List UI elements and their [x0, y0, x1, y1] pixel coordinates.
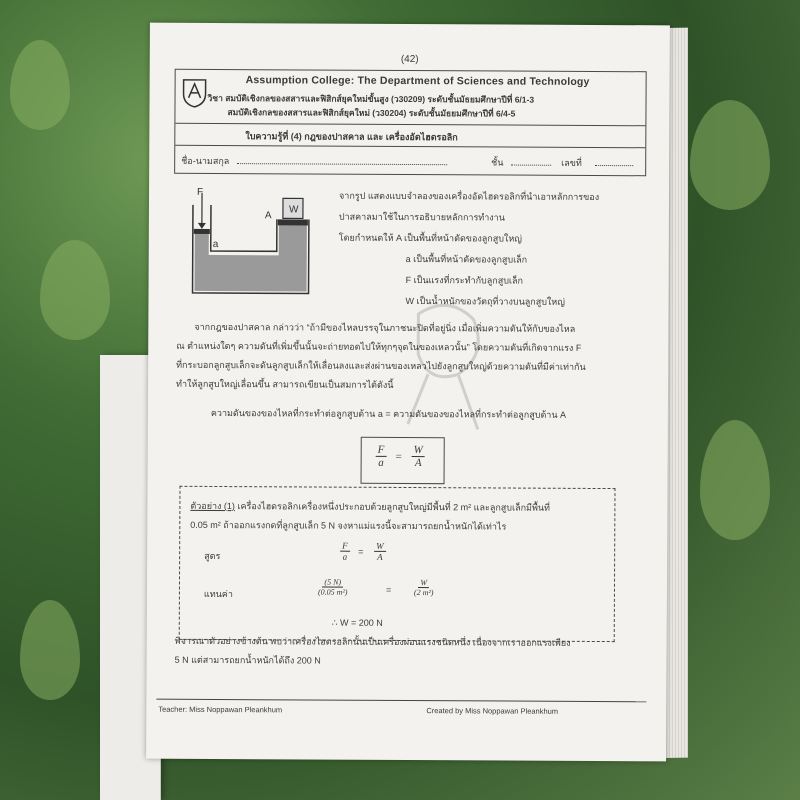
- formula-A: A: [414, 457, 422, 470]
- example-formula-a: a: [342, 551, 348, 562]
- substitute-label: แทนค่า: [203, 588, 233, 600]
- figure-label-a: a: [212, 238, 219, 251]
- course-line-2: สมบัติเชิงกลของสสารและฟิสิกส์ยุคใหม่ (ว30204) ระดับชั้นมัธยมศึกษาปีที่ 6/4-5: [227, 107, 516, 119]
- formula-fraction-right: [412, 444, 425, 469]
- name-label: ชื่อ-นามสกุล: [181, 155, 230, 167]
- intro-line-4: a เป็นพื้นที่หน้าตัดของลูกสูบเล็ก: [405, 253, 528, 265]
- class-label: ชั้น: [491, 157, 504, 168]
- example-label: ตัวอย่าง (1): [190, 500, 235, 512]
- worksheet-title: ใบความรู้ที่ (4) กฎของปาสคาล และ เครื่องอัดไฮดรอลิก: [175, 124, 645, 148]
- page-number: (42): [400, 53, 419, 66]
- substitute-equals: =: [385, 584, 392, 595]
- intro-line-5: F เป็นแรงที่กระทำกับลูกสูบเล็ก: [405, 274, 524, 286]
- example-formula-right: [374, 541, 386, 562]
- college-title: Assumption College: The Department of Sciences and Technology: [245, 74, 590, 88]
- example-formula-left: [340, 541, 350, 562]
- worksheet-page: [146, 23, 670, 762]
- footer-divider: [156, 699, 646, 703]
- number-label: เลขที่: [561, 157, 582, 168]
- equation-statement: ความดันของของไหลที่กระทำต่อลูกสูบด้าน a = ความดันของของไหลที่กระทำต่อลูกสูบด้าน A: [210, 407, 567, 420]
- formula-fraction-left: [376, 444, 387, 469]
- intro-line-6: W เป็นน้ำหนักของวัตถุที่วางบนลูกสูบใหญ่: [405, 295, 565, 307]
- course-line-1: วิชา สมบัติเชิงกลของสสารและฟิสิกส์ยุคใหม่ขั้นสูง (ว30209) ระดับชั้นมัธยมศึกษาปีที่ 6/1-3: [207, 92, 535, 105]
- pascal-formula-box: [361, 437, 445, 484]
- name-blank: [237, 157, 447, 165]
- body-line-3: ที่กระบอกลูกสูบเล็กจะดันลูกสูบเล็กให้เลื่อนลงและส่งผ่านของเหลวไปยังลูกสูบใหญ่ด้วยความดันที่มีค่าเท่ากัน: [176, 359, 586, 372]
- intro-line-2: ปาสคาลมาใช้ในการอธิบายหลักการทำงาน: [338, 211, 505, 223]
- formula-equals: =: [395, 450, 402, 463]
- body-line-1: จากกฎของปาสคาล กล่าวว่า “ถ้ามีของไหลบรรจุในภาชนะปิดที่อยู่นิ่ง เมื่อเพิ่มความดันให้กับของไหล: [194, 321, 576, 334]
- substitute-denominator-right: (2 m²): [413, 588, 434, 598]
- formula-W: W: [412, 444, 425, 457]
- background-leaf: [700, 420, 770, 540]
- formula-a: a: [378, 456, 384, 469]
- figure-label-A: A: [264, 210, 272, 222]
- background-leaf: [10, 40, 70, 130]
- hydraulic-press-diagram: [176, 185, 322, 298]
- footer-creator: Created by Miss Noppawan Pleankhum: [426, 706, 559, 716]
- figure-label-F: F: [197, 186, 204, 198]
- header-title-row: [175, 70, 645, 126]
- example-box: [179, 486, 616, 642]
- background-leaf: [40, 240, 110, 340]
- example-formula-F: F: [340, 541, 350, 552]
- conclusion-line-2: 5 N แต่สามารถยกน้ำหนักได้ถึง 200 N: [174, 654, 321, 666]
- student-info-row: [175, 146, 645, 175]
- footer-teacher: Teacher: Miss Noppawan Pleankhum: [158, 704, 283, 715]
- substitute-numerator-right: W: [418, 578, 429, 588]
- body-line-2: ณ ตำแหน่งใดๆ ความดันที่เพิ่มขึ้นนั้นจะถ่ายทอดไปให้ทุกๆจุดในของเหลวนั้น” โดยความดันที่เกิดจากแรง F: [176, 340, 582, 353]
- substitute-fraction-right: [414, 578, 434, 597]
- intro-line-1: จากรูป แสดงแบบจำลองของเครื่องอัดไฮดรอลิกที่นำเอาหลักการของ: [339, 190, 600, 202]
- class-blank: [511, 159, 551, 166]
- conclusion-line-1: พิจารณาตัวอย่างข้างต้น พบว่าเครื่องไฮดรอลิกนั้นเป็นเครื่องผ่อนแรงชนิดหนึ่ง เนื่องจากเราออกแรงเพียง: [174, 635, 571, 648]
- example-formula-W: W: [374, 541, 386, 552]
- figure-label-W: W: [288, 204, 299, 216]
- school-logo-icon: [181, 78, 207, 108]
- example-result: ∴ W = 200 N: [331, 617, 383, 628]
- body-line-4: ทำให้ลูกสูบใหญ่เลื่อนขึ้น สามารถเขียนเป็นสมการได้ดังนี้: [176, 378, 394, 390]
- number-blank: [595, 159, 633, 166]
- background-leaf: [690, 100, 770, 210]
- background-leaf: [20, 600, 80, 700]
- header-box: [174, 69, 647, 176]
- example-formula-A: A: [377, 551, 383, 562]
- example-question-line-1: [190, 499, 550, 515]
- substitute-fraction-left: [318, 578, 348, 597]
- substitute-numerator-left: (5 N): [322, 578, 343, 588]
- example-text-1: เครื่องไฮดรอลิกเครื่องหนึ่งประกอบด้วยลูกสูบใหญ่มีพื้นที่ 2 m² และลูกสูบเล็กมีพื้นที่: [237, 501, 551, 513]
- example-question-line-2: 0.05 m² ถ้าออกแรงกดที่ลูกสูบเล็ก 5 N จงหาแม่แรงนี้จะสามารถยกน้ำหนักได้เท่าไร: [190, 519, 507, 532]
- formula-label: สูตร: [204, 550, 221, 562]
- intro-line-3: โดยกำหนดให้ A เป็นพื้นที่หน้าตัดของลูกสูบใหญ่: [338, 232, 522, 244]
- example-formula-equals: =: [358, 546, 364, 557]
- substitute-denominator-left: (0.05 m²): [317, 587, 348, 597]
- formula-F: F: [376, 444, 387, 457]
